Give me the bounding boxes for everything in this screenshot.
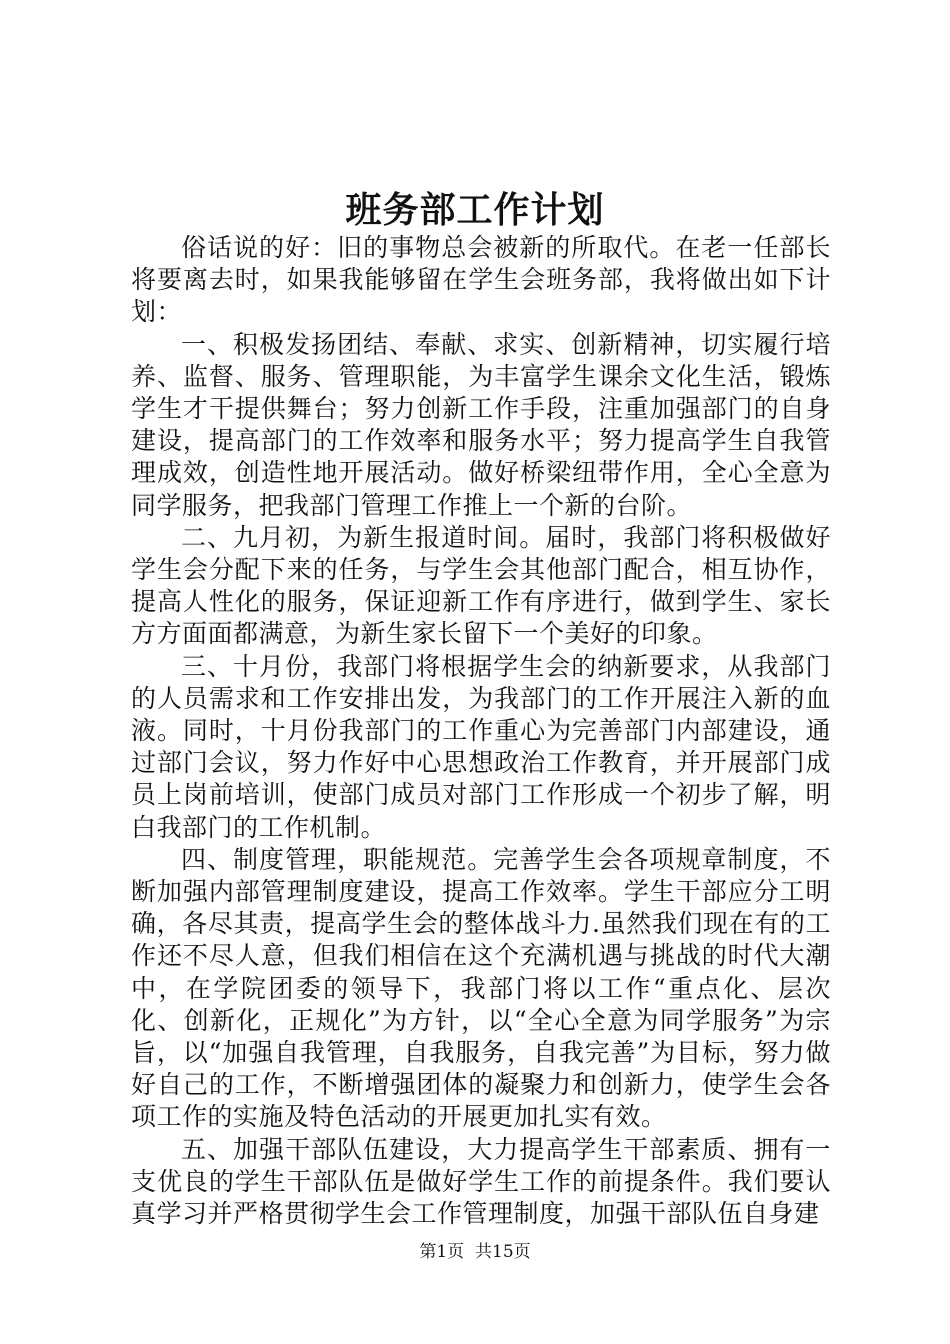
document-body	[131, 232, 831, 1230]
paragraph-item-4: 四、制度管理，职能规范。完善学生会各项规章制度，不断加强内部管理制度建设，提高工作效率。学生干部应分工明确，各尽其责，提高学生会的整体战斗力.虽然我们现在有的工作还不尽人意，但我们相信在这个充满机遇与挑战的时代大潮中，在学院团委的领导下，我部门将以工作“重点化、层次化、创新化，正规化”为方针，以“全心全意为同学服务”为宗旨，以“加强自我管理，自我服务，自我完善”为目标，努力做好自己的工作，不断增强团体的凝聚力和创新力，使学生会各项工作的实施及特色活动的开展更加扎实有效。	[131, 844, 831, 1132]
document-title: 班务部工作计划	[345, 189, 605, 231]
paragraph-item-2: 二、九月初，为新生报道时间。届时，我部门将积极做好学生会分配下来的任务，与学生会其他部门配合，相互协作，提高人性化的服务，保证迎新工作有序进行，做到学生、家长方方面面都满意，为新生家长留下一个美好的印象。	[131, 522, 831, 649]
paragraph-item-3: 三、十月份，我部门将根据学生会的纳新要求，从我部门的人员需求和工作安排出发，为我部门的工作开展注入新的血液。同时，十月份我部门的工作重心为完善部门内部建设，通过部门会议，努力作好中心思想政治工作教育，并开展部门成员上岗前培训，使部门成员对部门工作形成一个初步了解，明白我部门的工作机制。	[131, 651, 831, 842]
page-total: 共15页	[475, 1242, 531, 1262]
page-number: 第1页	[419, 1242, 465, 1262]
paragraph-item-5: 五、加强干部队伍建设，大力提高学生干部素质、拥有一支优良的学生干部队伍是做好学生工作的前提条件。我们要认真学习并严格贯彻学生会工作管理制度，加强干部队伍自身建	[131, 1134, 831, 1229]
paragraph-intro: 俗话说的好：旧的事物总会被新的所取代。在老一任部长将要离去时，如果我能够留在学生会班务部，我将做出如下计划：	[131, 233, 831, 327]
page-footer	[0, 1240, 950, 1264]
paragraph-item-1: 一、积极发扬团结、奉献、求实、创新精神，切实履行培养、监督、服务、管理职能，为丰富学生课余文化生活，锻炼学生才干提供舞台；努力创新工作手段，注重加强部门的自身建设，提高部门的工作效率和服务水平；努力提高学生自我管理成效，创造性地开展活动。做好桥梁纽带作用，全心全意为同学服务，把我部门管理工作推上一个新的台阶。	[131, 329, 831, 520]
